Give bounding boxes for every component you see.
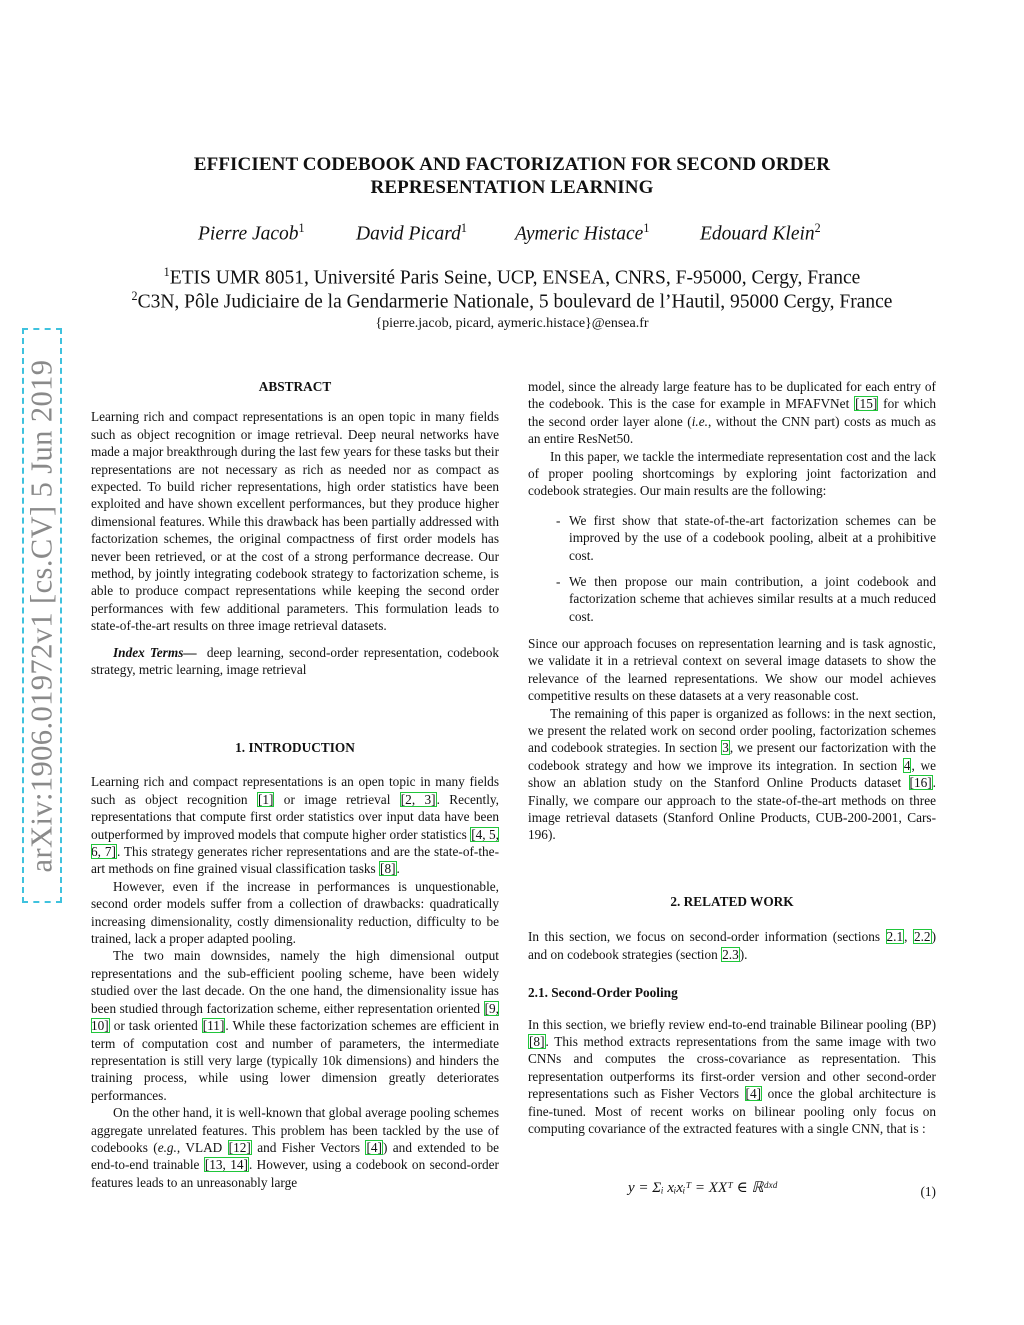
section-link[interactable]: 3 <box>722 740 729 756</box>
intro-heading: 1. INTRODUCTION <box>235 740 355 755</box>
intro-paragraph-3: The two main downsides, namely the high dimensional output representations and the sub-efficient pooling scheme, have been widely studied over the last decade. On the one hand, the dimensionality issue has been studied through factorization scheme, either representation oriented [9, 10] or task oriented [11]. While these factorization schemes are efficient in term of computation cost and number of parameters, the intermediate representation is still very large (typically 10k dimensions) and hinders the training process, while using lower dimension greatly deteriorates performances. <box>91 948 499 1103</box>
right-column-top <box>528 378 936 500</box>
related-work-heading: 2. RELATED WORK <box>670 894 794 909</box>
citation-link[interactable]: [4] <box>366 1139 382 1155</box>
bullet-dash: - <box>556 513 561 528</box>
section-link[interactable]: 2.2 <box>913 929 931 945</box>
author-email[interactable]: {pierre.jacob, picard, aymeric.histace}@ensea.fr <box>375 316 649 331</box>
subsection-heading: 2.1. Second-Order Pooling <box>528 985 678 1001</box>
intro-continued: model, since the already large feature has to be duplicated for each entry of the codebook. This is the case for example in MFAFVNet [15] for which the second order layer alone (i.e., without the CNN part) costs as much as an entire ResNet50. <box>528 379 936 447</box>
author-3: Aymeric Histace$^1$ <box>515 221 650 245</box>
organization-paragraph: The remaining of this paper is organized as follows: in the next section, we present the related work on second order pooling, factorization schemes and codebook strategies. In section 3, we present our factorization with the codebook strategy and how we improve its integration. In section 4, we show an ablation study on the Stanford Online Products dataset [16]. Finally, we compare our approach to the state-of-the-art methods on three image retrieval datasets (Stanford Online Products, CUB-200-2001, Cars-196). <box>528 705 937 843</box>
approach-paragraph: Since our approach focuses on representation learning and is task agnostic, we validate it in a retrieval context on several image datasets to show the relevance of the learned representations. We show our model achieves competitive results on these datasets at a very reasonable cost. <box>528 636 936 704</box>
citation-link[interactable]: [8] <box>380 861 396 877</box>
abstract-section <box>91 378 499 679</box>
title-line-1: EFFICIENT CODEBOOK AND FACTORIZATION FOR SECOND ORDER <box>193 154 831 175</box>
arxiv-stamp-text: arXiv:1906.01972v1 [cs.CV] 5 Jun 2019 <box>24 359 59 872</box>
section-link[interactable]: 4 <box>903 757 911 773</box>
citation-link[interactable]: [9, 10] <box>91 1000 499 1034</box>
citation-link[interactable]: [1] <box>257 791 274 807</box>
related-work-intro: In this section, we focus on second-order information (sections 2.1, 2.2) and on codebook strategies (section 2.3). <box>528 929 936 962</box>
abstract-heading: ABSTRACT <box>258 379 332 394</box>
author-4: Edouard Klein$^2$ <box>700 221 821 245</box>
intro-paragraph-2: However, even if the increase in performances is unquestionable, second order models suffer from a collection of drawbacks: quadratically increasing dimensionality, costly dimensionality reduction, difficulty to be trained, lack a proper adapted pooling. <box>91 878 499 947</box>
bilinear-pooling-paragraph: In this section, we briefly review end-to-end trainable Bilinear pooling (BP) [8]. This method extracts representations from the same image with two CNNs and computes the cross-covariance as representation. This representation outperforms its first-order version and other second-order representations such as Fisher Vectors [4] once the global architecture is fine-tuned. Most of recent works on bilinear pooling only focus on computing covariance of the extracted features with a single CNN, that is : <box>528 1016 936 1137</box>
citation-link[interactable]: [2, 3] <box>400 791 436 807</box>
title-line-2: REPRESENTATION LEARNING <box>370 177 654 198</box>
citation-link[interactable]: [8] <box>529 1034 545 1050</box>
intro-paragraph-4: On the other hand, it is well-known that global average pooling schemes aggregate unrelated features. This problem has been tackled by the use of codebooks (e.g., VLAD [12] and Fisher Vectors [4]) and extended to be end-to-end trainable [13, 14]. However, using a codebook on second-order features leads to an unreasonably large <box>91 1105 499 1190</box>
citation-link[interactable]: [11] <box>202 1018 225 1034</box>
section-link[interactable]: 2.3 <box>722 946 739 962</box>
intro-paragraph-1: Learning rich and compact representations is an open topic in many fields such as object recognition [1] or image retrieval [2, 3]. Recently, representations that compute first order statistics over input data have been outperformed by improved models that compute higher order statistics [4, 5, 6, 7]. This strategy generates richer representations and are the state-of-the-art methods on fine grained visual classification tasks [8]. <box>91 774 500 877</box>
introduction-section <box>91 739 499 1191</box>
paper-title <box>0 153 1024 199</box>
right-column-mid <box>528 635 936 844</box>
bullet-text: We first show that state-of-the-art factorization schemes can be improved by the use of a codebook pooling, albeit at a prohibitive cost. <box>569 513 936 563</box>
citation-link[interactable]: [12] <box>228 1139 251 1155</box>
citation-link[interactable]: [4, 5, 6, 7] <box>91 826 499 860</box>
equation-1 <box>528 1178 936 1218</box>
citation-link[interactable]: [15] <box>855 396 878 412</box>
related-work-section <box>528 893 936 1137</box>
author-2: David Picard$^1$ <box>356 221 467 245</box>
equation-number: (1) <box>920 1184 936 1199</box>
intro-paragraph-5: In this paper, we tackle the intermediate representation cost and the lack of proper pooling shortcomings by exploring joint factorization and codebook strategies. Our main results are the following: <box>528 448 936 499</box>
citation-link[interactable]: [16] <box>909 775 932 791</box>
section-link[interactable]: 2.1 <box>886 929 904 945</box>
bullet-text: We then propose our main contribution, a joint codebook and factorization scheme that achieves similar results at a much reduced cost. <box>569 574 936 624</box>
affiliation-1: $^1$ETIS UMR 8051, Université Paris Seine, UCP, ENSEA, CNRS, F-95000, Cergy, France <box>163 265 861 289</box>
author-1: Pierre Jacob$^1$ <box>198 221 305 245</box>
citation-link[interactable]: [13, 14] <box>204 1157 248 1173</box>
equation-body: y = Σᵢ xᵢxᵢᵀ = XXᵀ ∈ ℝᵈˣᵈ <box>628 1180 777 1196</box>
bullet-dash: - <box>556 574 561 589</box>
contribution-bullet-2 <box>556 573 936 625</box>
citation-link[interactable]: [4] <box>745 1086 762 1102</box>
contribution-bullet-1 <box>556 512 936 564</box>
index-terms: Index Terms— deep learning, second-order representation, codebook strategy, metric learning, image retrieval <box>91 644 499 678</box>
abstract-text: Learning rich and compact representations is an open topic in many fields such as object recognition or image retrieval. Deep neural networks have made a major breakthrough during the last few years for these tasks but their representations are not necessary as rich as needed nor as compact as expected. To build richer representations, high order statistics have been exploited and have shown excellent performances, but they produce higher dimensional features. While this drawback has been partially addressed with factorization schemes, the original compactness of first order models has never been retrieved, or at the cost of a strong performance decrease. Our method, by jointly integrating codebook strategy to factorization scheme, is able to produce compact representations while keeping the second order performances with few additional parameters. This formulation leads to state-of-the-art results on three image retrieval datasets. <box>91 409 500 634</box>
affiliation-2: $^2$C3N, Pôle Judiciaire de la Gendarmerie Nationale, 5 boulevard de l’Hautil, 95000 Cergy, France <box>131 289 893 313</box>
arxiv-stamp[interactable] <box>22 328 62 903</box>
